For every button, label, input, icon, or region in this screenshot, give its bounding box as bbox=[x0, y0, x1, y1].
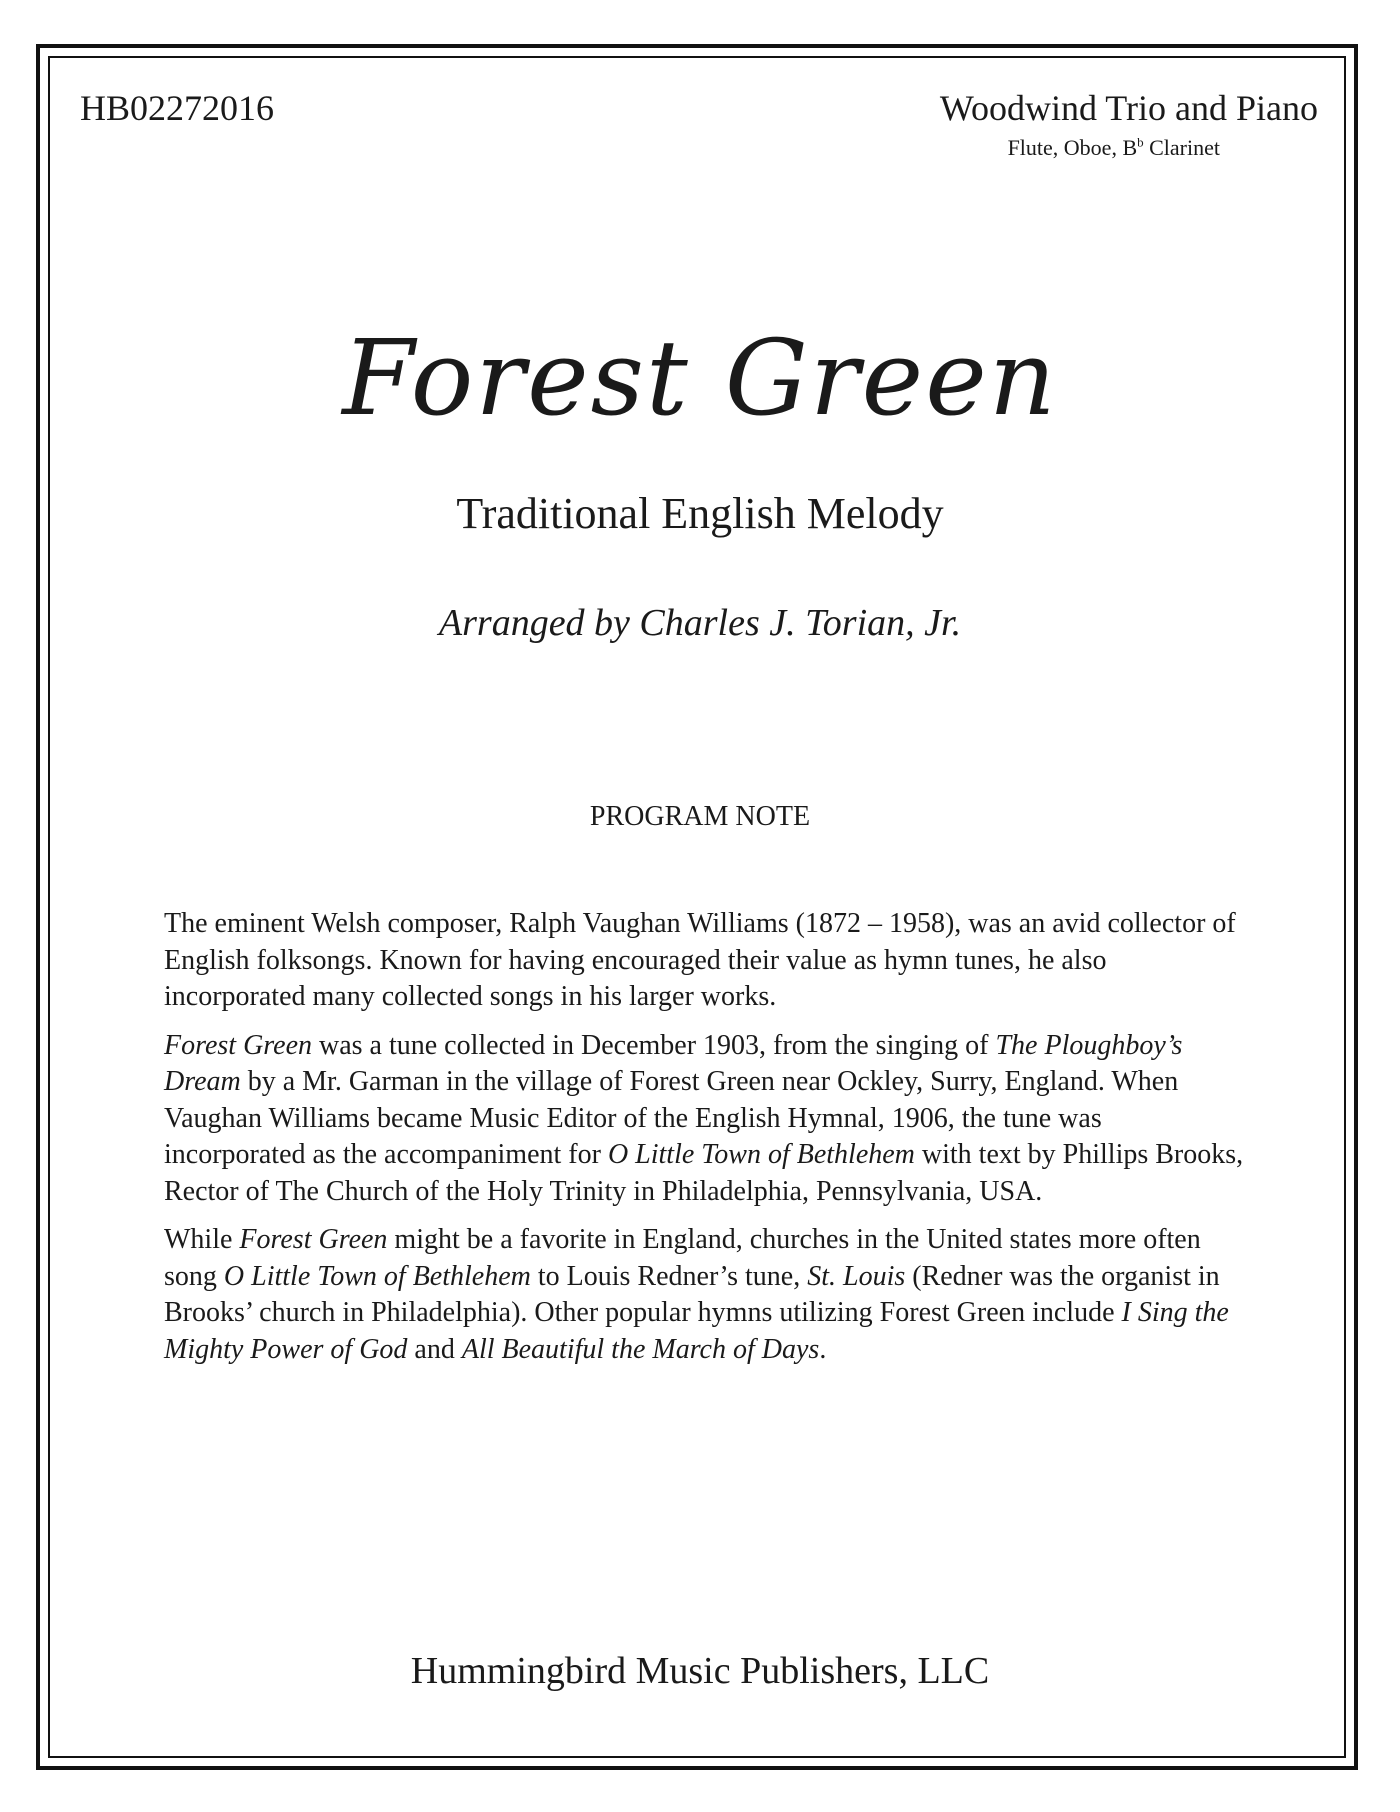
note-text: . bbox=[819, 1333, 827, 1365]
hymn-title: All Beautiful the March of Days bbox=[461, 1333, 820, 1365]
program-note-body bbox=[164, 906, 1244, 1380]
instrumentation-text: Flute, Oboe, B bbox=[1007, 135, 1138, 160]
note-text: (Redner was the organist in Brooks’ church in Philadelphia). Other popular hymns utilizing Forest Green include bbox=[164, 1260, 1220, 1328]
instrumentation-text-end: Clarinet bbox=[1143, 135, 1220, 160]
instrumentation bbox=[1008, 134, 1220, 162]
note-text: was a tune collected in December 1903, from the singing of bbox=[312, 1029, 996, 1061]
program-note-paragraph-3 bbox=[164, 1222, 1244, 1368]
flat-symbol: b bbox=[1137, 134, 1144, 150]
tune-name: Forest Green bbox=[164, 1029, 312, 1061]
hymn-title: O Little Town of Bethlehem bbox=[223, 1260, 531, 1292]
note-text: might be a favorite in England, churches in the United states more often song bbox=[164, 1224, 1201, 1292]
program-note-paragraph-1: The eminent Welsh composer, Ralph Vaughan Williams (1872 – 1958), was an avid collector of English folksongs. Known for having encouraged their value as hymn tunes, he also incorporated many collected songs in his larger works. bbox=[164, 908, 1236, 1012]
tune-name: Forest Green bbox=[239, 1224, 388, 1255]
page-subtitle: Traditional English Melody bbox=[456, 489, 944, 538]
publisher-name: Hummingbird Music Publishers, LLC bbox=[410, 1650, 990, 1692]
ensemble-label: Woodwind Trio and Piano bbox=[939, 88, 1318, 128]
note-text: and bbox=[407, 1333, 462, 1365]
program-note-heading: PROGRAM NOTE bbox=[589, 801, 811, 832]
hymn-title: I Sing the Mighty Power of God bbox=[164, 1297, 1229, 1365]
catalog-number: HB02272016 bbox=[80, 88, 275, 128]
tune-name: St. Louis bbox=[807, 1260, 906, 1292]
arranger-credit: Arranged by Charles J. Torian, Jr. bbox=[438, 602, 962, 644]
hymn-title: O Little Town of Bethlehem bbox=[607, 1139, 915, 1170]
note-text: by a Mr. Garman in the village of Forest Green near Ockley, Surry, England. When Vaughan Williams became Music Editor of the English Hymnal, 1906, the tune was incorporated as the accompaniment for bbox=[164, 1066, 1179, 1170]
note-text: While bbox=[164, 1224, 240, 1255]
song-title: The Ploughboy’s Dream bbox=[164, 1029, 1183, 1097]
page-title: Forest Green bbox=[342, 317, 1058, 439]
note-text: with text by Phillips Brooks, Rector of The Church of the Holy Trinity in Philadelphia, Pennsylvania, USA. bbox=[164, 1139, 1244, 1207]
note-text: to Louis Redner’s tune, bbox=[530, 1260, 808, 1292]
program-note-paragraph-2 bbox=[164, 1028, 1244, 1211]
